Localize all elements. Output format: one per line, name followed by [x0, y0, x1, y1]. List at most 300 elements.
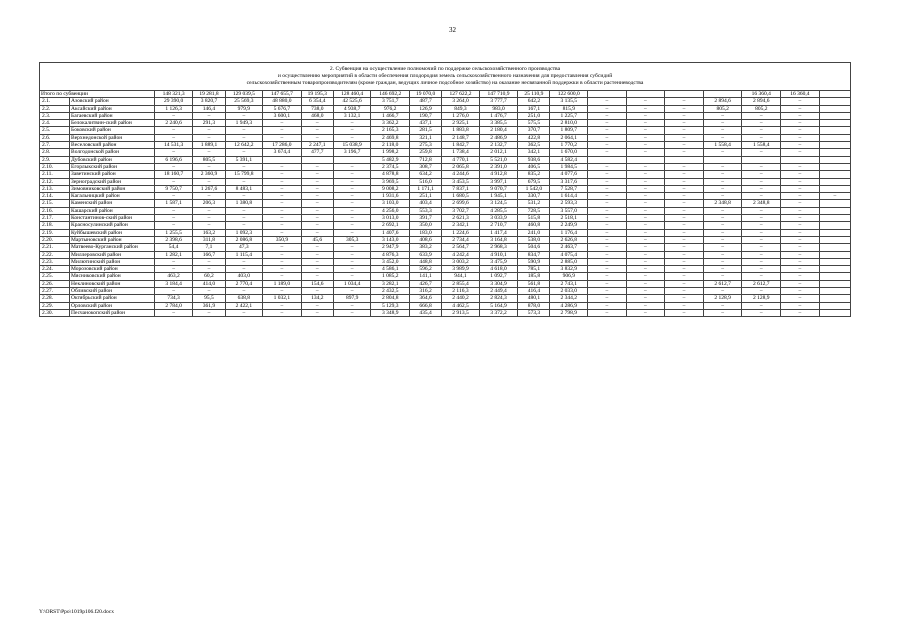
- value-cell: –: [588, 266, 627, 273]
- value-cell: –: [225, 112, 263, 119]
- district-name: Куйбышевский район: [70, 229, 155, 236]
- value-cell: 3 196,7: [333, 149, 371, 156]
- value-cell: 2 180,4: [479, 127, 518, 134]
- value-cell: –: [588, 171, 627, 178]
- value-cell: –: [742, 193, 781, 200]
- row-number: 2.27.: [40, 288, 70, 295]
- value-cell: [819, 244, 850, 251]
- value-cell: –: [742, 229, 781, 236]
- value-cell: 2 440,2: [442, 295, 480, 302]
- value-cell: –: [626, 149, 665, 156]
- value-cell: 4 910,1: [479, 251, 518, 258]
- value-cell: –: [301, 207, 333, 214]
- section-title-row: [40, 63, 851, 91]
- value-cell: 666,8: [410, 302, 442, 309]
- value-cell: 785,1: [518, 266, 550, 273]
- value-cell: –: [742, 120, 781, 127]
- value-cell: –: [301, 222, 333, 229]
- value-cell: –: [626, 127, 665, 134]
- value-cell: 154,6: [301, 280, 333, 287]
- value-cell: –: [781, 244, 820, 251]
- value-cell: –: [225, 149, 263, 156]
- value-cell: 3 164,8: [479, 236, 518, 243]
- value-cell: –: [742, 215, 781, 222]
- district-name: Кагальницкий район: [70, 193, 155, 200]
- value-cell: –: [263, 251, 302, 258]
- value-cell: –: [193, 134, 225, 141]
- value-cell: –: [333, 229, 371, 236]
- value-cell: –: [301, 178, 333, 185]
- row-number: 2.3.: [40, 112, 70, 119]
- value-cell: 878,0: [518, 302, 550, 309]
- value-cell: 4 244,6: [442, 171, 480, 178]
- value-cell: –: [263, 302, 302, 309]
- table-row: [40, 266, 851, 273]
- district-name: Зерноградский район: [70, 178, 155, 185]
- value-cell: 2 374,5: [371, 163, 410, 170]
- value-cell: –: [333, 244, 371, 251]
- value-cell: 728,5: [518, 207, 550, 214]
- value-cell: –: [263, 288, 302, 295]
- value-cell: 2 743,1: [550, 280, 588, 287]
- district-name: Белокалитвин-ский район: [70, 120, 155, 127]
- value-cell: 2 947,9: [371, 244, 410, 251]
- district-name: Зимовниковский район: [70, 185, 155, 192]
- table-row: [40, 229, 851, 236]
- value-cell: –: [263, 200, 302, 207]
- row-number: 2.24.: [40, 266, 70, 273]
- value-cell: [819, 200, 850, 207]
- value-cell: 3 372,2: [479, 309, 518, 316]
- value-cell: –: [626, 251, 665, 258]
- value-cell: –: [263, 258, 302, 265]
- value-cell: 163,2: [193, 229, 225, 236]
- value-cell: –: [154, 112, 193, 119]
- value-cell: 2 824,3: [479, 295, 518, 302]
- value-cell: –: [781, 120, 820, 127]
- value-cell: –: [665, 98, 704, 105]
- value-cell: [626, 156, 665, 163]
- value-cell: –: [781, 207, 820, 214]
- value-cell: –: [665, 200, 704, 207]
- value-cell: 403,0: [225, 273, 263, 280]
- value-cell: –: [225, 215, 263, 222]
- district-name: Аксайский район: [70, 105, 155, 112]
- value-cell: –: [588, 105, 627, 112]
- value-cell: 4 770,1: [442, 156, 480, 163]
- value-cell: –: [588, 207, 627, 214]
- district-name: Заветинский район: [70, 171, 155, 178]
- value-cell: 2 564,7: [442, 244, 480, 251]
- value-cell: 2 128,9: [742, 295, 781, 302]
- value-cell: 437,1: [410, 120, 442, 127]
- value-cell: [819, 215, 850, 222]
- value-cell: –: [588, 251, 627, 258]
- value-cell: 2 621,3: [442, 215, 480, 222]
- value-cell: –: [665, 185, 704, 192]
- value-cell: –: [301, 302, 333, 309]
- district-name: Дубовский район: [70, 156, 155, 163]
- value-cell: 4 075,4: [550, 251, 588, 258]
- value-cell: –: [781, 105, 820, 112]
- value-cell: [819, 127, 850, 134]
- value-cell: –: [626, 98, 665, 105]
- value-cell: –: [626, 185, 665, 192]
- value-cell: –: [626, 236, 665, 243]
- total-value-cell: 25 110,9: [518, 91, 550, 98]
- value-cell: 3 453,5: [442, 178, 480, 185]
- value-cell: 426,7: [410, 280, 442, 287]
- value-cell: 448,8: [410, 258, 442, 265]
- value-cell: 330,7: [518, 193, 550, 200]
- value-cell: –: [301, 215, 333, 222]
- district-name: Песчанокопский район: [70, 309, 155, 316]
- value-cell: –: [333, 127, 371, 134]
- total-value-cell: 129 039,5: [225, 91, 263, 98]
- value-cell: –: [225, 193, 263, 200]
- value-cell: 2 810,0: [550, 120, 588, 127]
- value-cell: –: [333, 120, 371, 127]
- value-cell: 3 264,0: [442, 98, 480, 105]
- value-cell: 3 143,0: [371, 236, 410, 243]
- row-number: 2.21.: [40, 244, 70, 251]
- district-name: Верхнедонской район: [70, 134, 155, 141]
- row-number: 2.11.: [40, 171, 70, 178]
- value-cell: 2 249,9: [550, 222, 588, 229]
- value-cell: –: [301, 266, 333, 273]
- value-cell: –: [742, 134, 781, 141]
- value-cell: –: [742, 302, 781, 309]
- table-row: [40, 222, 851, 229]
- value-cell: 734,3: [154, 295, 193, 302]
- value-cell: –: [193, 215, 225, 222]
- table-row: [40, 200, 851, 207]
- value-cell: –: [703, 178, 742, 185]
- value-cell: –: [626, 215, 665, 222]
- value-cell: 834,7: [518, 251, 550, 258]
- table-row: [40, 105, 851, 112]
- value-cell: 167,1: [518, 105, 550, 112]
- district-name: Октябрьский район: [70, 295, 155, 302]
- value-cell: –: [333, 193, 371, 200]
- total-value-cell: 146 692,2: [371, 91, 410, 98]
- value-cell: –: [263, 266, 302, 273]
- value-cell: –: [626, 178, 665, 185]
- value-cell: –: [665, 229, 704, 236]
- value-cell: –: [742, 149, 781, 156]
- value-cell: 4 285,5: [479, 207, 518, 214]
- value-cell: 1 614,4: [550, 193, 588, 200]
- value-cell: –: [781, 98, 820, 105]
- value-cell: 2 086,8: [225, 236, 263, 243]
- value-cell: [742, 156, 781, 163]
- value-cell: 1 225,7: [550, 112, 588, 119]
- value-cell: 3 184,4: [154, 280, 193, 287]
- total-value-cell: 16 360,4: [781, 91, 820, 98]
- value-cell: –: [263, 222, 302, 229]
- value-cell: –: [193, 193, 225, 200]
- value-cell: 370,7: [518, 127, 550, 134]
- value-cell: 2 612,7: [703, 280, 742, 287]
- value-cell: –: [154, 163, 193, 170]
- value-cell: 3 751,7: [371, 98, 410, 105]
- row-number: 2.22.: [40, 251, 70, 258]
- value-cell: –: [626, 222, 665, 229]
- value-cell: 3 475,9: [479, 258, 518, 265]
- value-cell: –: [225, 163, 263, 170]
- value-cell: –: [193, 178, 225, 185]
- value-cell: –: [626, 258, 665, 265]
- value-cell: 48 880,0: [263, 98, 302, 105]
- value-cell: 4 912,8: [479, 171, 518, 178]
- value-cell: –: [333, 207, 371, 214]
- value-cell: 185,8: [518, 273, 550, 280]
- value-cell: 95,5: [193, 295, 225, 302]
- value-cell: –: [703, 112, 742, 119]
- value-cell: –: [626, 193, 665, 200]
- value-cell: –: [781, 193, 820, 200]
- value-cell: –: [154, 266, 193, 273]
- value-cell: –: [333, 171, 371, 178]
- value-cell: 2 148,7: [442, 134, 480, 141]
- value-cell: –: [626, 112, 665, 119]
- value-cell: 251,1: [410, 193, 442, 200]
- total-value-cell: 127 622,2: [442, 91, 480, 98]
- value-cell: 1 670,0: [550, 149, 588, 156]
- value-cell: –: [665, 251, 704, 258]
- value-cell: –: [154, 215, 193, 222]
- value-cell: –: [781, 215, 820, 222]
- value-cell: 15 038,9: [333, 142, 371, 149]
- value-cell: [819, 134, 850, 141]
- value-cell: 2 033,0: [550, 288, 588, 295]
- value-cell: 2 699,6: [442, 200, 480, 207]
- value-cell: –: [665, 120, 704, 127]
- value-cell: –: [588, 193, 627, 200]
- value-cell: 3 452,0: [371, 258, 410, 265]
- row-number: 2.19.: [40, 229, 70, 236]
- value-cell: –: [781, 266, 820, 273]
- value-cell: –: [154, 207, 193, 214]
- value-cell: 460,8: [518, 222, 550, 229]
- value-cell: 316,2: [410, 288, 442, 295]
- value-cell: [819, 288, 850, 295]
- value-cell: –: [588, 178, 627, 185]
- value-cell: 3 702,7: [442, 207, 480, 214]
- value-cell: –: [626, 207, 665, 214]
- row-number: 2.6.: [40, 134, 70, 141]
- value-cell: 141,1: [410, 273, 442, 280]
- value-cell: –: [781, 302, 820, 309]
- value-cell: 3 304,9: [479, 280, 518, 287]
- value-cell: –: [703, 120, 742, 127]
- district-name: Багаевский район: [70, 112, 155, 119]
- value-cell: –: [263, 171, 302, 178]
- value-cell: –: [263, 193, 302, 200]
- value-cell: –: [742, 163, 781, 170]
- value-cell: –: [263, 127, 302, 134]
- table-row: [40, 215, 851, 222]
- value-cell: 9 008,2: [371, 185, 410, 192]
- value-cell: 1 998,2: [371, 149, 410, 156]
- value-cell: –: [781, 134, 820, 141]
- value-cell: –: [225, 309, 263, 316]
- value-cell: –: [742, 309, 781, 316]
- value-cell: 4 582,4: [550, 156, 588, 163]
- value-cell: –: [742, 185, 781, 192]
- value-cell: 2 391,0: [479, 163, 518, 170]
- row-number: 2.9.: [40, 156, 70, 163]
- value-cell: 3 969,5: [371, 178, 410, 185]
- value-cell: 8 483,1: [225, 185, 263, 192]
- value-cell: –: [193, 309, 225, 316]
- value-cell: –: [742, 207, 781, 214]
- total-value-cell: 128 460,4: [333, 91, 371, 98]
- value-cell: –: [154, 178, 193, 185]
- value-cell: –: [703, 288, 742, 295]
- value-cell: 2 710,7: [479, 222, 518, 229]
- value-cell: –: [301, 193, 333, 200]
- value-cell: 2 344,2: [550, 295, 588, 302]
- value-cell: –: [781, 309, 820, 316]
- value-cell: –: [154, 288, 193, 295]
- value-cell: 1 949,3: [225, 120, 263, 127]
- total-value-cell: 19 281,8: [193, 91, 225, 98]
- value-cell: 575,5: [518, 120, 550, 127]
- value-cell: 2 348,8: [703, 200, 742, 207]
- total-value-cell: [665, 91, 704, 98]
- value-cell: 5 391,1: [225, 156, 263, 163]
- table-row: [40, 280, 851, 287]
- value-cell: 2 240,6: [154, 120, 193, 127]
- value-cell: –: [588, 229, 627, 236]
- value-cell: 1 476,7: [479, 112, 518, 119]
- value-cell: [588, 156, 627, 163]
- value-cell: –: [333, 134, 371, 141]
- value-cell: –: [225, 134, 263, 141]
- value-cell: [819, 273, 850, 280]
- district-name: Азовский район: [70, 98, 155, 105]
- value-cell: –: [742, 273, 781, 280]
- value-cell: 422,8: [518, 134, 550, 141]
- value-cell: 126,9: [410, 105, 442, 112]
- value-cell: 2 593,3: [550, 200, 588, 207]
- value-cell: –: [703, 273, 742, 280]
- value-cell: [819, 120, 850, 127]
- value-cell: 2 894,6: [703, 98, 742, 105]
- table-row: [40, 309, 851, 316]
- value-cell: –: [665, 134, 704, 141]
- value-cell: –: [588, 163, 627, 170]
- value-cell: –: [193, 163, 225, 170]
- value-cell: 1 092,3: [225, 229, 263, 236]
- value-cell: 1 931,6: [371, 193, 410, 200]
- value-cell: 361,9: [193, 302, 225, 309]
- value-cell: –: [333, 200, 371, 207]
- value-cell: 1 126,3: [154, 105, 193, 112]
- value-cell: –: [703, 309, 742, 316]
- value-cell: 979,9: [225, 105, 263, 112]
- value-cell: –: [263, 185, 302, 192]
- value-cell: –: [665, 127, 704, 134]
- value-cell: 2 064,1: [550, 134, 588, 141]
- value-cell: –: [263, 309, 302, 316]
- value-cell: 3 132,1: [333, 112, 371, 119]
- table-row: [40, 149, 851, 156]
- value-cell: 3 820,7: [193, 98, 225, 105]
- district-name: Милютинский район: [70, 258, 155, 265]
- value-cell: 2 518,1: [550, 215, 588, 222]
- total-value-cell: [703, 91, 742, 98]
- value-cell: 4 878,8: [371, 171, 410, 178]
- row-number: 2.13.: [40, 185, 70, 192]
- value-cell: –: [333, 288, 371, 295]
- value-cell: –: [665, 178, 704, 185]
- value-cell: –: [333, 215, 371, 222]
- row-number: 2.2.: [40, 105, 70, 112]
- district-name: Матвеево-Курганский район: [70, 244, 155, 251]
- value-cell: –: [225, 258, 263, 265]
- value-cell: –: [781, 178, 820, 185]
- value-cell: [819, 112, 850, 119]
- value-cell: 944,1: [442, 273, 480, 280]
- value-cell: 538,0: [518, 236, 550, 243]
- value-cell: 3 135,5: [550, 98, 588, 105]
- value-cell: [819, 98, 850, 105]
- value-cell: 3 600,1: [263, 112, 302, 119]
- district-name: Боковский район: [70, 127, 155, 134]
- value-cell: [819, 142, 850, 149]
- value-cell: 2 784,0: [154, 302, 193, 309]
- value-cell: –: [703, 149, 742, 156]
- value-cell: 2 734,4: [442, 236, 480, 243]
- value-cell: –: [703, 185, 742, 192]
- district-name: Кашарский район: [70, 207, 155, 214]
- value-cell: 134,2: [301, 295, 333, 302]
- value-cell: –: [333, 266, 371, 273]
- value-cell: 7 837,1: [442, 185, 480, 192]
- value-cell: 25 569,3: [225, 98, 263, 105]
- row-number: 2.26.: [40, 280, 70, 287]
- value-cell: –: [193, 127, 225, 134]
- value-cell: 2 128,9: [703, 295, 742, 302]
- value-cell: –: [263, 273, 302, 280]
- value-cell: 463,2: [154, 273, 193, 280]
- value-cell: 531,2: [518, 200, 550, 207]
- value-cell: –: [333, 178, 371, 185]
- value-cell: 1 380,8: [225, 200, 263, 207]
- district-name: Константинов-ский район: [70, 215, 155, 222]
- value-cell: –: [781, 222, 820, 229]
- value-cell: –: [742, 236, 781, 243]
- value-cell: [781, 156, 820, 163]
- row-number: 2.29.: [40, 302, 70, 309]
- value-cell: 2 422,1: [225, 302, 263, 309]
- value-cell: –: [626, 134, 665, 141]
- value-cell: –: [225, 288, 263, 295]
- total-row: [40, 91, 851, 98]
- value-cell: –: [665, 302, 704, 309]
- value-cell: –: [263, 244, 302, 251]
- value-cell: 4 286,9: [550, 302, 588, 309]
- value-cell: 2 798,9: [550, 309, 588, 316]
- value-cell: –: [781, 273, 820, 280]
- table-row: [40, 134, 851, 141]
- value-cell: –: [703, 236, 742, 243]
- subsidy-table: [39, 62, 851, 317]
- value-cell: [263, 156, 302, 163]
- value-cell: 938,6: [518, 156, 550, 163]
